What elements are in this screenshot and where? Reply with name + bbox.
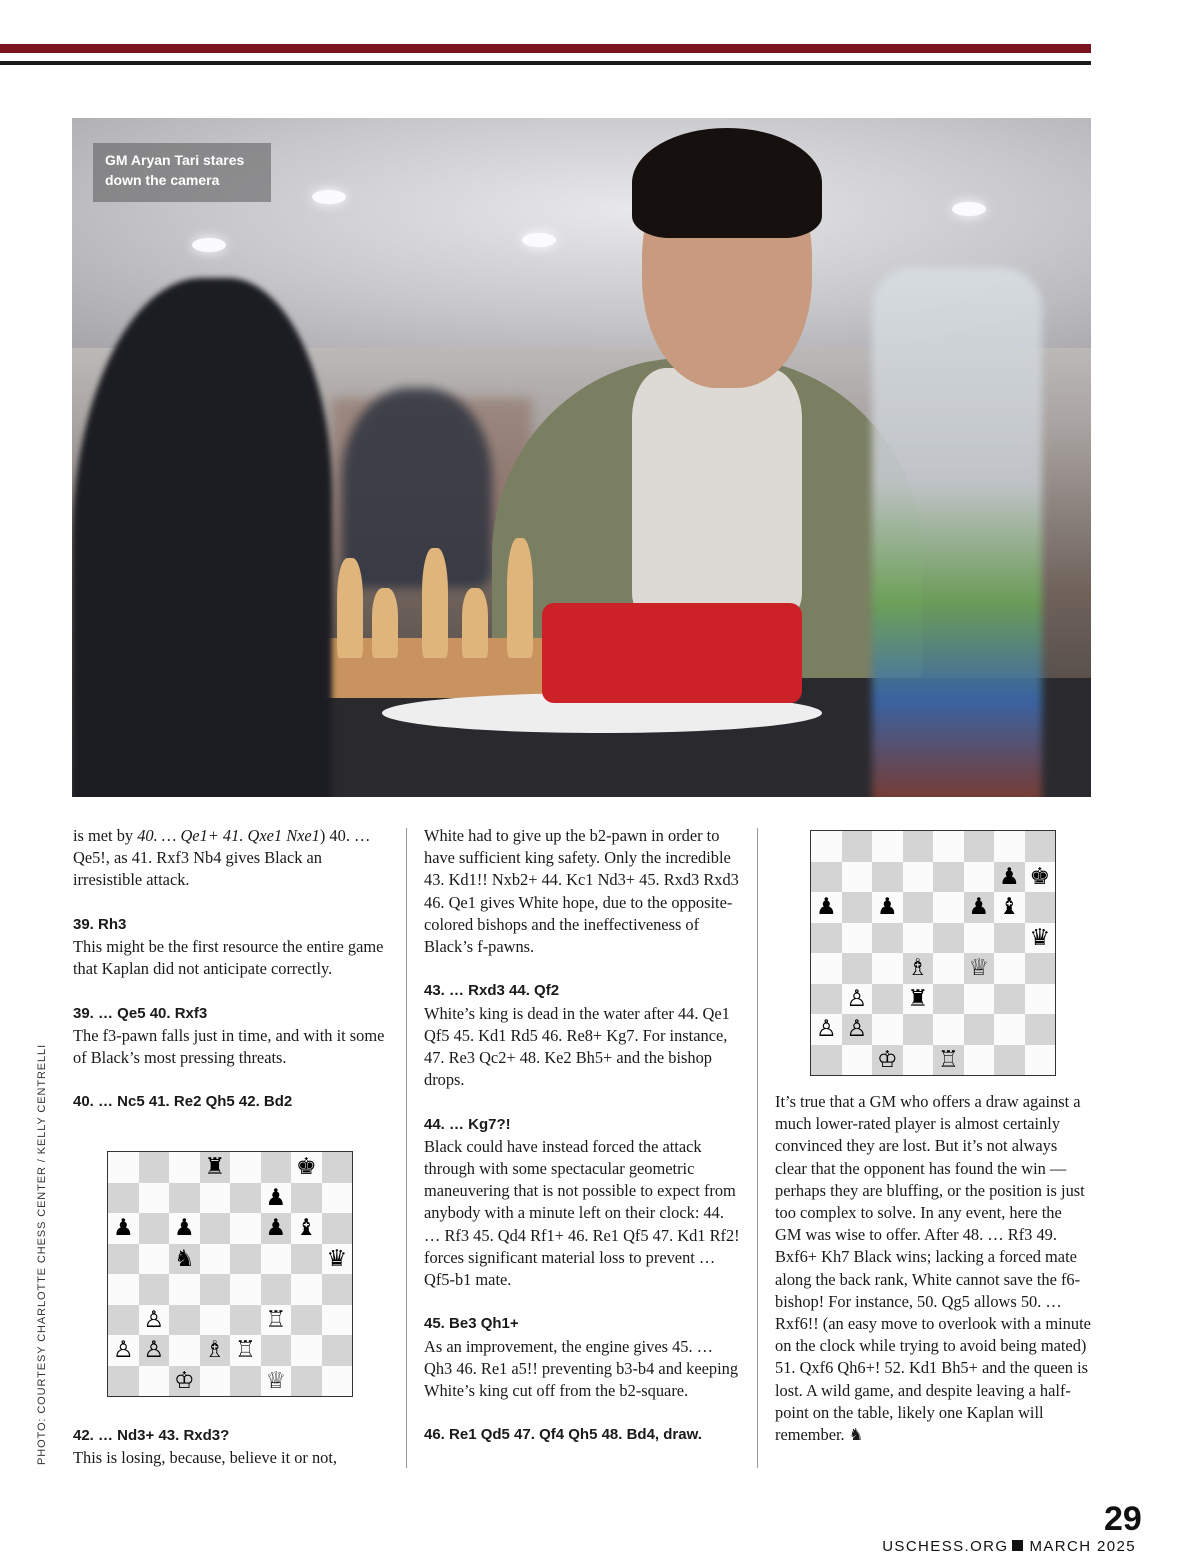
board-square [291,1152,322,1183]
chess-diagram-1 [107,1151,353,1397]
board-square [200,1152,231,1183]
black-rook-icon: ♜ [907,985,929,1012]
article-column-2 [424,825,740,1447]
board-square [291,1244,322,1275]
board-square [964,1014,995,1045]
board-square [291,1183,322,1214]
board-square [811,831,842,862]
photo-ceiling-light [522,233,556,247]
board-square [811,923,842,954]
board-square [811,1014,842,1045]
white-rook-icon: ♖ [265,1306,287,1333]
board-square [261,1366,292,1397]
move-heading: 39. Rh3 [73,915,127,933]
page-number: 29 [1104,1500,1142,1538]
move-heading: 43. … Rxd3 44. Qf2 [424,982,560,1000]
photo-player-shirt [632,368,802,618]
photo-player-hair [632,128,822,238]
photo-foreground-opponent [72,278,332,797]
black-pawn-icon: ♟ [815,894,837,921]
board-square [1025,862,1056,893]
photo-water-bottle [872,268,1042,797]
move-heading: 39. … Qe5 40. Rxf3 [73,1004,208,1022]
footer-square-icon [1012,1540,1023,1551]
board-square [169,1183,200,1214]
board-square [933,1014,964,1045]
paragraph: This might be the first resource the entire game that Kaplan did not anticipate correctly. [73,937,384,979]
board-square [322,1274,353,1305]
paragraph: White had to give up the b2-pawn in order to have sufficient king safety. Only the incredible 43. Kd1!! Nxb2+ 44. Kc1 Nd3+ 45. Rxd3 Rxd3 46. Qe1 gives White hope, due to the opposite-colored bishops and the ineffectiveness of Black’s f-pawns. [424,826,739,957]
board-square [200,1335,231,1366]
article-column-1-bottom [73,1425,389,1469]
board-square [964,862,995,893]
board-square [200,1213,231,1244]
board-square [933,923,964,954]
photo-chess-piece [372,588,398,658]
board-square [291,1305,322,1336]
photo-chess-piece [422,548,448,658]
board-square [903,862,934,893]
paragraph: White’s king is dead in the water after 44. Qe1 Qf5 45. Kd1 Rd5 46. Re8+ Kg7. For instance, 47. Re3 Qc2+ 48. Ke2 Bh5+ and the bishop drops. [424,1003,730,1090]
board-square [322,1152,353,1183]
move-heading: 44. … Kg7?! [424,1115,511,1133]
board-square [933,831,964,862]
photo-ceiling-light [312,190,346,204]
top-rule-dark [0,61,1091,65]
photo-ceiling-light [952,202,986,216]
white-pawn-icon: ♙ [846,1016,868,1043]
board-square [139,1152,170,1183]
board-square [139,1274,170,1305]
board-square [291,1366,322,1397]
footer-site: USCHESS.ORG [882,1538,1009,1555]
black-pawn-icon: ♟ [998,863,1020,890]
board-square [108,1366,139,1397]
board-square [139,1244,170,1275]
white-queen-icon: ♕ [265,1367,287,1394]
end-mark-icon: ♞ [848,1425,864,1445]
white-queen-icon: ♕ [968,955,990,982]
board-square [994,1014,1025,1045]
board-square [230,1213,261,1244]
board-square [903,984,934,1015]
board-square [811,892,842,923]
board-square [230,1305,261,1336]
board-square [261,1152,292,1183]
photo-caption-line: GM Aryan Tari stares [105,152,245,168]
black-queen-icon: ♛ [1029,924,1051,951]
board-square [261,1274,292,1305]
board-square [200,1183,231,1214]
board-square [903,953,934,984]
top-rule-red [0,44,1091,53]
column-divider [757,828,758,1468]
board-square [933,862,964,893]
board-square [842,1014,873,1045]
black-king-icon: ♚ [295,1154,317,1181]
board-square [872,1045,903,1076]
board-square [322,1213,353,1244]
board-square [842,923,873,954]
board-square [964,1045,995,1076]
board-square [842,1045,873,1076]
black-pawn-icon: ♟ [173,1215,195,1242]
white-rook-icon: ♖ [234,1337,256,1364]
board-square [933,984,964,1015]
board-square [108,1335,139,1366]
board-square [1025,892,1056,923]
board-square [108,1152,139,1183]
board-square [169,1274,200,1305]
black-knight-icon: ♞ [173,1245,195,1272]
board-square [1025,1045,1056,1076]
chess-diagram-2 [810,830,1056,1076]
player-photo [72,118,1091,797]
board-square [994,923,1025,954]
white-bishop-icon: ♗ [204,1337,226,1364]
board-square [139,1213,170,1244]
board-square [994,862,1025,893]
board-square [994,984,1025,1015]
board-square [139,1305,170,1336]
board-square [322,1244,353,1275]
black-pawn-icon: ♟ [112,1215,134,1242]
photo-caption-line: down the camera [105,172,220,188]
board-square [994,831,1025,862]
board-square [933,953,964,984]
article-column-3 [775,1091,1091,1446]
board-square [811,1045,842,1076]
board-square [994,1045,1025,1076]
photo-caption [105,150,265,190]
board-square [1025,923,1056,954]
move-heading: 45. Be3 Qh1+ [424,1315,519,1333]
board-square [322,1305,353,1336]
white-pawn-icon: ♙ [112,1337,134,1364]
black-king-icon: ♚ [1029,863,1051,890]
board-square [169,1213,200,1244]
black-pawn-icon: ♟ [876,894,898,921]
board-square [842,892,873,923]
board-square [139,1335,170,1366]
board-square [903,1045,934,1076]
board-square [964,953,995,984]
board-square [1025,984,1056,1015]
board-square [261,1335,292,1366]
board-square [872,1014,903,1045]
photo-chess-piece [337,558,363,658]
black-rook-icon: ♜ [204,1154,226,1181]
board-square [842,862,873,893]
article-column-1 [73,825,389,1114]
board-square [261,1213,292,1244]
board-square [872,862,903,893]
board-square [964,984,995,1015]
white-bishop-icon: ♗ [907,955,929,982]
photo-ceiling-light [192,238,226,252]
board-square [291,1274,322,1305]
board-square [108,1213,139,1244]
board-square [903,892,934,923]
white-rook-icon: ♖ [937,1046,959,1073]
board-square [964,831,995,862]
board-square [261,1183,292,1214]
board-square [842,831,873,862]
board-square [108,1244,139,1275]
black-pawn-icon: ♟ [265,1184,287,1211]
photo-chess-piece [462,588,488,658]
board-square [842,953,873,984]
white-king-icon: ♔ [173,1367,195,1394]
black-bishop-icon: ♝ [295,1215,317,1242]
board-square [291,1335,322,1366]
board-square [903,831,934,862]
board-square [811,953,842,984]
board-square [872,831,903,862]
footer-issue: MARCH 2025 [1029,1538,1136,1555]
white-pawn-icon: ♙ [143,1337,165,1364]
board-square [842,984,873,1015]
board-square [903,923,934,954]
white-pawn-icon: ♙ [143,1306,165,1333]
white-king-icon: ♔ [876,1046,898,1073]
board-square [872,923,903,954]
board-square [322,1183,353,1214]
board-square [200,1274,231,1305]
board-square [994,953,1025,984]
photo-background-person [342,388,492,588]
board-square [964,923,995,954]
paragraph: As an improvement, the engine gives 45. … Qh3 46. Re1 a5!! preventing b3-b4 and keeping White’s king cut off from the b2-square. [424,1336,739,1401]
photo-credit: PHOTO: COURTESY CHARLOTTE CHESS CENTER / KELLY CENTRELLI [36,1043,48,1465]
board-square [169,1152,200,1183]
move-heading: 40. … Nc5 41. Re2 Qh5 42. Bd2 [73,1093,293,1111]
black-bishop-icon: ♝ [998,894,1020,921]
board-square [230,1335,261,1366]
board-square [1025,953,1056,984]
board-square [108,1274,139,1305]
board-square [933,892,964,923]
board-square [169,1335,200,1366]
board-square [230,1244,261,1275]
board-square [811,862,842,893]
board-square [230,1366,261,1397]
board-square [261,1244,292,1275]
black-pawn-icon: ♟ [968,894,990,921]
photo-chess-clock [542,603,802,703]
board-square [139,1366,170,1397]
board-square [322,1366,353,1397]
board-square [291,1213,322,1244]
paragraph: Black could have instead forced the attack through with some spectacular geometric maneuvering that is not possible to expect from anybody with a minute left on their clock: 44. … Rf3 45. Qd4 Rf1+ 46. Re1 Qf5 47. Kd1 Rf2! forces significant material loss to prevent … Qf5-b1 mate. [424,1136,740,1290]
move-heading: 42. … Nd3+ 43. Rxd3? [73,1427,230,1444]
black-queen-icon: ♛ [326,1245,348,1272]
paragraph [775,1091,1091,1446]
board-square [200,1244,231,1275]
board-square [200,1305,231,1336]
board-square [169,1244,200,1275]
photo-chess-piece [507,538,533,658]
board-square [169,1366,200,1397]
board-square [230,1152,261,1183]
text-run: ) 40. … Qe5!, as 41. Rxf3 Nb4 gives Black an irresistible attack. [73,826,371,890]
paragraph [73,825,389,892]
footer [882,1538,1136,1555]
board-square [108,1183,139,1214]
board-square [872,892,903,923]
paragraph: This is losing, because, believe it or not, [73,1448,338,1468]
text-run: It’s true that a GM who offers a draw against a much lower-rated player is almost certainly convinced they are lost. But it’s not always clear that the opponent has found the win — perhaps they are bluffing, or the position is just too complex to solve. In any event, here the GM was wise to offer. After 48. … Rf3 49. Bxf6+ Kh7 Black wins; lacking a forced mate along the back rank, White cannot save the f6-bishop! For instance, 50. Qg5 allows 50. … Rxf6!! (an easy move to overlook with a minute on the clock while trying to avoid being mated) 51. Qxf6 Qh6+! 52. Kd1 Bh5+ and the queen is lost. A wild game, and despite leaving a half-point on the table, likely one Kaplan will remember. [775,1092,1091,1445]
paragraph: The f3-pawn falls just in time, and with it some of Black’s most pressing threats. [73,1025,385,1067]
board-square [139,1183,170,1214]
text-run: is met by [73,826,138,845]
move-heading: 46. Re1 Qd5 47. Qf4 Qh5 48. Bd4, draw. [424,1426,702,1444]
board-square [261,1305,292,1336]
board-square [964,892,995,923]
board-square [169,1305,200,1336]
black-pawn-icon: ♟ [265,1215,287,1242]
board-square [933,1045,964,1076]
board-square [1025,1014,1056,1045]
column-divider [406,828,407,1468]
board-square [230,1274,261,1305]
board-square [903,1014,934,1045]
board-square [872,984,903,1015]
italic-moves: 40. … Qe1+ 41. Qxe1 Nxe1 [137,826,320,845]
board-square [322,1335,353,1366]
board-square [811,984,842,1015]
board-square [872,953,903,984]
board-square [108,1305,139,1336]
board-square [200,1366,231,1397]
white-pawn-icon: ♙ [815,1016,837,1043]
board-square [230,1183,261,1214]
board-square [994,892,1025,923]
white-pawn-icon: ♙ [846,985,868,1012]
board-square [1025,831,1056,862]
